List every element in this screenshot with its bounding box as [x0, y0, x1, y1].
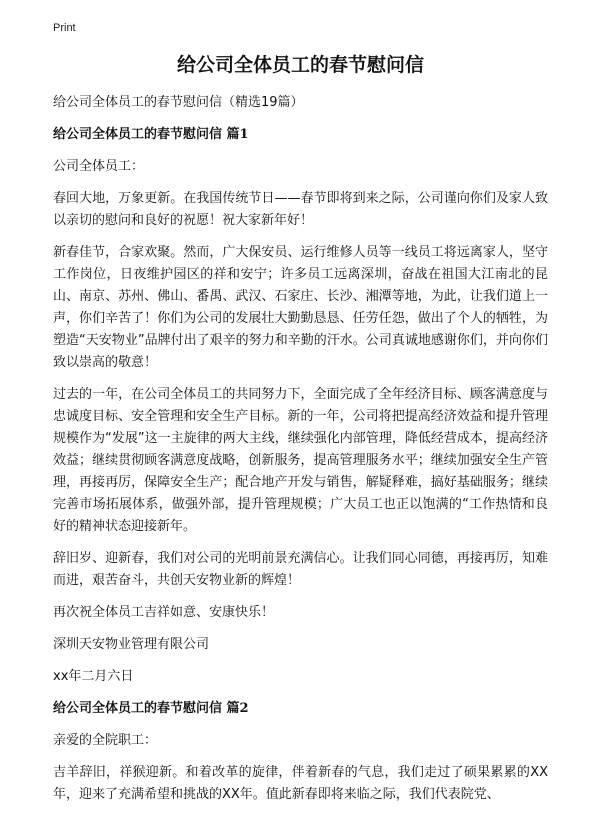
body-paragraph: 新春佳节，合家欢聚。然而，广大保安员、运行维修人员等一线员工将远离家人，坚守工作岗位，日夜维护园区的祥和安宁；许多员工远离深圳，奋战在祖国大江南北的昆山、南京、苏州、佛山、番禺、武汉、石家庄、长沙、湘潭等地，为此，让我们道上一声，你们辛苦了！你们为公司的发展壮大勤勤恳恳、任劳任怨，做出了个人的牺牲，为塑造“天安物业”品牌付出了艰辛的努力和辛勤的汗水。公司真诚地感谢你们，并向你们致以崇高的敬意！ — [53, 245, 548, 370]
body-paragraph: 吉羊辞旧，祥猴迎新。和着改革的旋律，伴着新春的气息，我们走过了硕果累累的XX年，迎来了充满希望和挑战的XX年。值此新春即将来临之际，我们代表院党、 — [53, 765, 548, 802]
signature-company: 深圳天安物业管理有限公司 — [53, 637, 210, 652]
print-link[interactable]: Print — [53, 22, 76, 34]
body-paragraph: 春回大地，万象更新。在我国传统节日——春节即将到来之际，公司谨向你们及家人致以亲切的慰问和良好的祝愿！祝大家新年好！ — [53, 191, 548, 228]
salutation-paragraph: 公司全体员工： — [53, 159, 145, 174]
subtitle-paragraph: 给公司全体员工的春节慰问信（精选19篇） — [53, 95, 304, 110]
section-heading-2: 给公司全体员工的春节慰问信 篇2 — [53, 701, 249, 716]
letter-document — [53, 52, 548, 816]
body-paragraph: 过去的一年，在公司全体员工的共同努力下，全面完成了全年经济目标、顾客满意度与忠诚度目标、安全管理和安全生产目标。新的一年，公司将把提高经济效益和提升管理规模作为“发展”这一主旋律的两大主线，继续强化内部管理，降低经营成本，提高经济效益；继续贯彻顾客满意度战略，创新服务，提高管理服务水平；继续加强安全生产管理，再接再厉，保障安全生产；配合地产开发与销售，解疑释难，搞好基础服务；继续完善市场拓展体系，做强外部，提升管理规模；广大员工也正以饱满的“工作热情和良好的精神状态迎接新年。 — [53, 387, 548, 534]
closing-wish-paragraph: 再次祝全体员工吉祥如意、安康快乐！ — [53, 605, 275, 620]
salutation-paragraph: 亲爱的全院职工： — [53, 733, 158, 748]
page-title: 给公司全体员工的春节慰问信 — [176, 54, 424, 76]
signature-date: xx年二月六日 — [53, 669, 134, 684]
body-paragraph: 辞旧岁、迎新春，我们对公司的光明前景充满信心。让我们同心同德，再接再厉，知难而进，艰苦奋斗，共创天安物业新的辉煌！ — [53, 551, 548, 588]
section-heading-1: 给公司全体员工的春节慰问信 篇1 — [53, 127, 249, 142]
